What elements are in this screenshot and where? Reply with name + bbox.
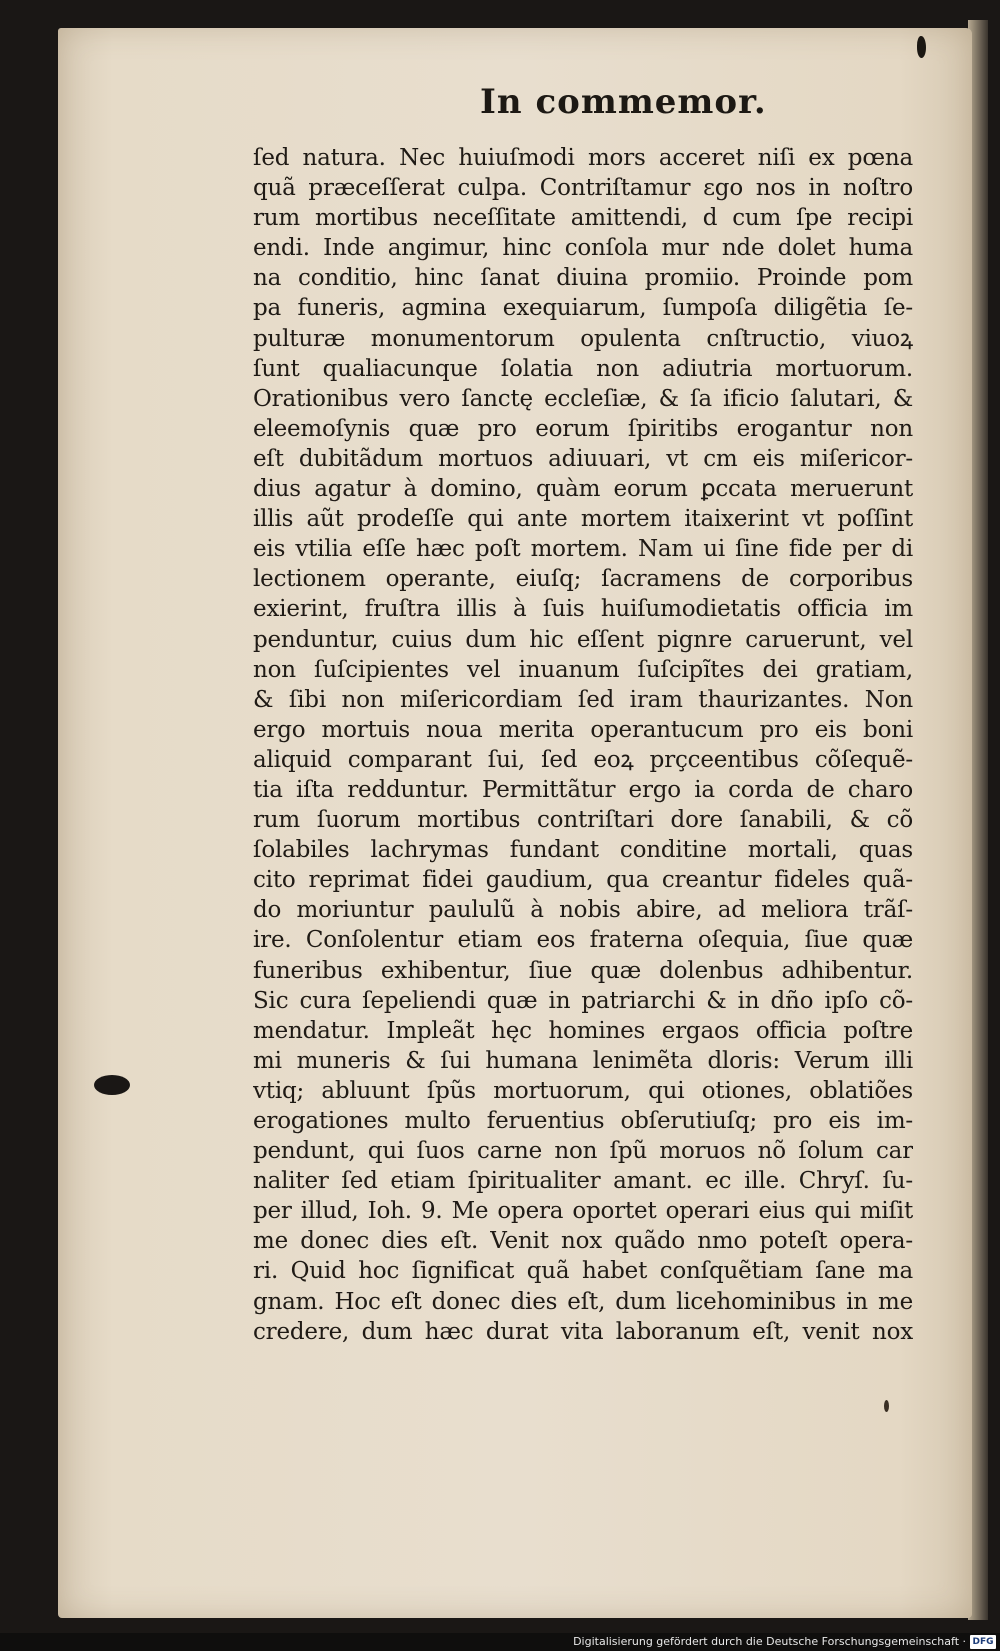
text-line: eis vtilia eſſe hæc poſt mortem. Nam ui ſine fide per di: [253, 536, 913, 563]
text-line: lectionem operante, eiuſq; ſacramens de corporibus: [253, 566, 913, 593]
text-line: per illud, Ioh. 9. Me opera oportet operari eius qui miſit: [253, 1198, 913, 1225]
text-line: gnam. Hoc eſt donec dies eſt, dum licehominibus in me: [253, 1288, 913, 1315]
text-line: cito reprimat fidei gaudium, qua creantur fideles quã-: [253, 867, 913, 894]
text-line: pa funeris, agmina exequiarum, ſumpoſa diligẽtia ſe-: [253, 295, 913, 322]
text-line: penduntur, cuius dum hic eſſent pignre caruerunt, vel: [253, 626, 913, 653]
text-line: quã præceſſerat culpa. Contriſtamur ɛgo nos in noſtro: [253, 175, 913, 202]
text-line: funeribus exhibentur, ſiue quæ dolenbus adhibentur.: [253, 957, 913, 984]
text-line: ſolabiles lachrymas fundant conditine mortali, quas: [253, 837, 913, 864]
dfg-logo: DFG: [970, 1635, 996, 1649]
text-line: tia iſta redduntur. Permittãtur ergo ia corda de charo: [253, 776, 913, 803]
text-line: ſunt qualiacunque ſolatia non adiutria mortuorum.: [253, 355, 913, 382]
body-text: [253, 143, 913, 1347]
text-line: credere, dum hæc durat vita laboranum eſt, venit nox: [253, 1318, 913, 1345]
text-line: do moriuntur paululũ à nobis abire, ad meliora trãſ-: [253, 897, 913, 924]
text-line: Orationibus vero ſanctę eccleſiæ, & ſa ificio ſalutari, &: [253, 385, 913, 412]
text-line: endi. Inde angimur, hinc conſola mur nde dolet huma: [253, 235, 913, 262]
text-line: naliter ſed etiam ſpiritualiter amant. ec ille. Chryſ. ſu-: [253, 1168, 913, 1195]
text-line: rum mortibus neceſſitate amittendi, d cum ſpe recipi: [253, 205, 913, 232]
digitization-credit: Digitalisierung gefördert durch die Deutsche Forschungsgemeinschaft ·: [573, 1635, 966, 1648]
text-line: aliquid comparant ſui, ſed eoꝝ prçceentibus cõſequẽ-: [253, 746, 913, 773]
text-line: ergo mortuis noua merita operantucum pro eis boni: [253, 716, 913, 743]
text-line: pulturæ monumentorum opulenta cnſtructio, viuoꝝ: [253, 325, 913, 352]
ink-blot: [917, 36, 926, 58]
paper-hole: [94, 1075, 130, 1095]
footer-bar: [0, 1633, 1000, 1651]
text-line: mendatur. Impleãt hęc homines ergaos officia poſtre: [253, 1017, 913, 1044]
text-line: vtiq; abluunt ſpũs mortuorum, qui otiones, oblatiões: [253, 1077, 913, 1104]
paper-speck: [884, 1400, 889, 1412]
text-line: dius agatur à domino, quàm eorum ꝑccata meruerunt: [253, 476, 913, 503]
text-line: me donec dies eſt. Venit nox quãdo nmo poteſt opera-: [253, 1228, 913, 1255]
text-line: mi muneris & ſui humana lenimẽta dloris: Verum illi: [253, 1047, 913, 1074]
text-line: ſed natura. Nec huiuſmodi mors acceret niſi ex pœna: [253, 145, 913, 171]
text-line: illis aũt prodeſſe qui ante mortem itaixerint vt poſſint: [253, 506, 913, 533]
text-line: & ſibi non miſericordiam ſed iram thaurizantes. Non: [253, 686, 913, 713]
text-line: erogationes multo feruentius obſerutiuſq; pro eis im-: [253, 1108, 913, 1134]
text-line: non ſuſcipientes vel inuanum ſuſcipĩtes dei gratiam,: [253, 656, 913, 683]
text-line: pendunt, qui ſuos carne non ſpũ moruos nõ ſolum car: [253, 1138, 913, 1165]
text-line: exierint, fruſtra illis à ſuis huiſumodietatis officia im: [253, 596, 913, 623]
text-line: Sic cura ſepeliendi quæ in patriarchi & in dño ipſo cõ-: [253, 987, 913, 1014]
text-line: na conditio, hinc ſanat diuina promiio. Proinde pom: [253, 265, 913, 292]
text-line: ri. Quid hoc ſignificat quã habet conſquẽtiam ſane ma: [253, 1258, 913, 1285]
running-head: In commemor.: [480, 82, 767, 122]
text-line: ire. Conſolentur etiam eos fraterna oſequia, ſiue quæ: [253, 927, 913, 954]
text-line: rum ſuorum mortibus contriſtari dore ſanabili, & cõ: [253, 807, 913, 834]
text-line: eſt dubitãdum mortuos adiuuari, vt cm eis miſericor-: [253, 445, 913, 472]
text-line: eleemoſynis quæ pro eorum ſpiritibs erogantur non: [253, 415, 913, 442]
